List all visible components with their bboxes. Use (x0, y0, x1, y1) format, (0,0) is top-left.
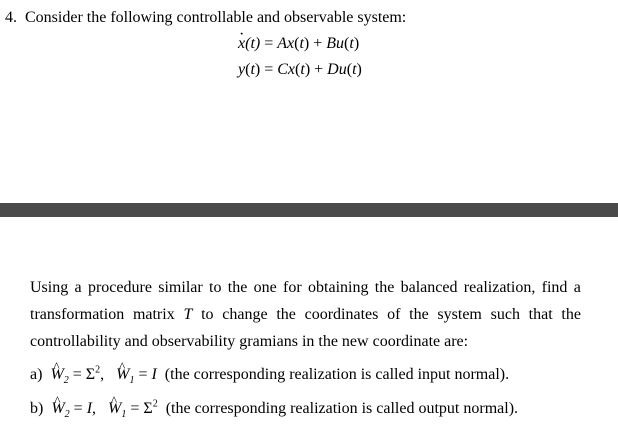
question-number: 4. (5, 9, 17, 26)
page-divider (0, 203, 618, 217)
output-equation: y(t) = Cx(t) + Du(t) (238, 61, 362, 78)
part-a-label: a) (30, 366, 43, 383)
part-a: a) ^ $W_2 = \Sigma^2$, ^ $W_1 = I$ (the corresponding realization is called input normal). (30, 365, 509, 385)
question-heading (5, 8, 406, 28)
body-line-1-text: Using a procedure similar to the one for obtaining the balanced realization, find a (30, 279, 581, 296)
part-a-note: (the corresponding realization is called input normal). (164, 366, 510, 383)
body-line-1 (30, 278, 581, 298)
part-b-note: (the corresponding realization is called output normal). (165, 400, 519, 417)
body-line-2 (30, 305, 581, 325)
question-intro: Consider the following controllable and observable system: (25, 9, 407, 26)
part-b-label: b) (30, 400, 44, 417)
state-equation: · x(t) = Ax(t) + Bu(t) (238, 34, 359, 54)
part-b: b) ^ $W_2 = I$, ^ $W_1 = \Sigma^2$ (the corresponding realization is called output normal). (30, 399, 518, 419)
body-line-3-text: controllability and observability gramians in the new coordinate are: (30, 333, 469, 350)
body-line-3 (30, 332, 468, 352)
body-line-2-text: transformation matrix T to change the coordinates of the system such that the (30, 306, 581, 323)
